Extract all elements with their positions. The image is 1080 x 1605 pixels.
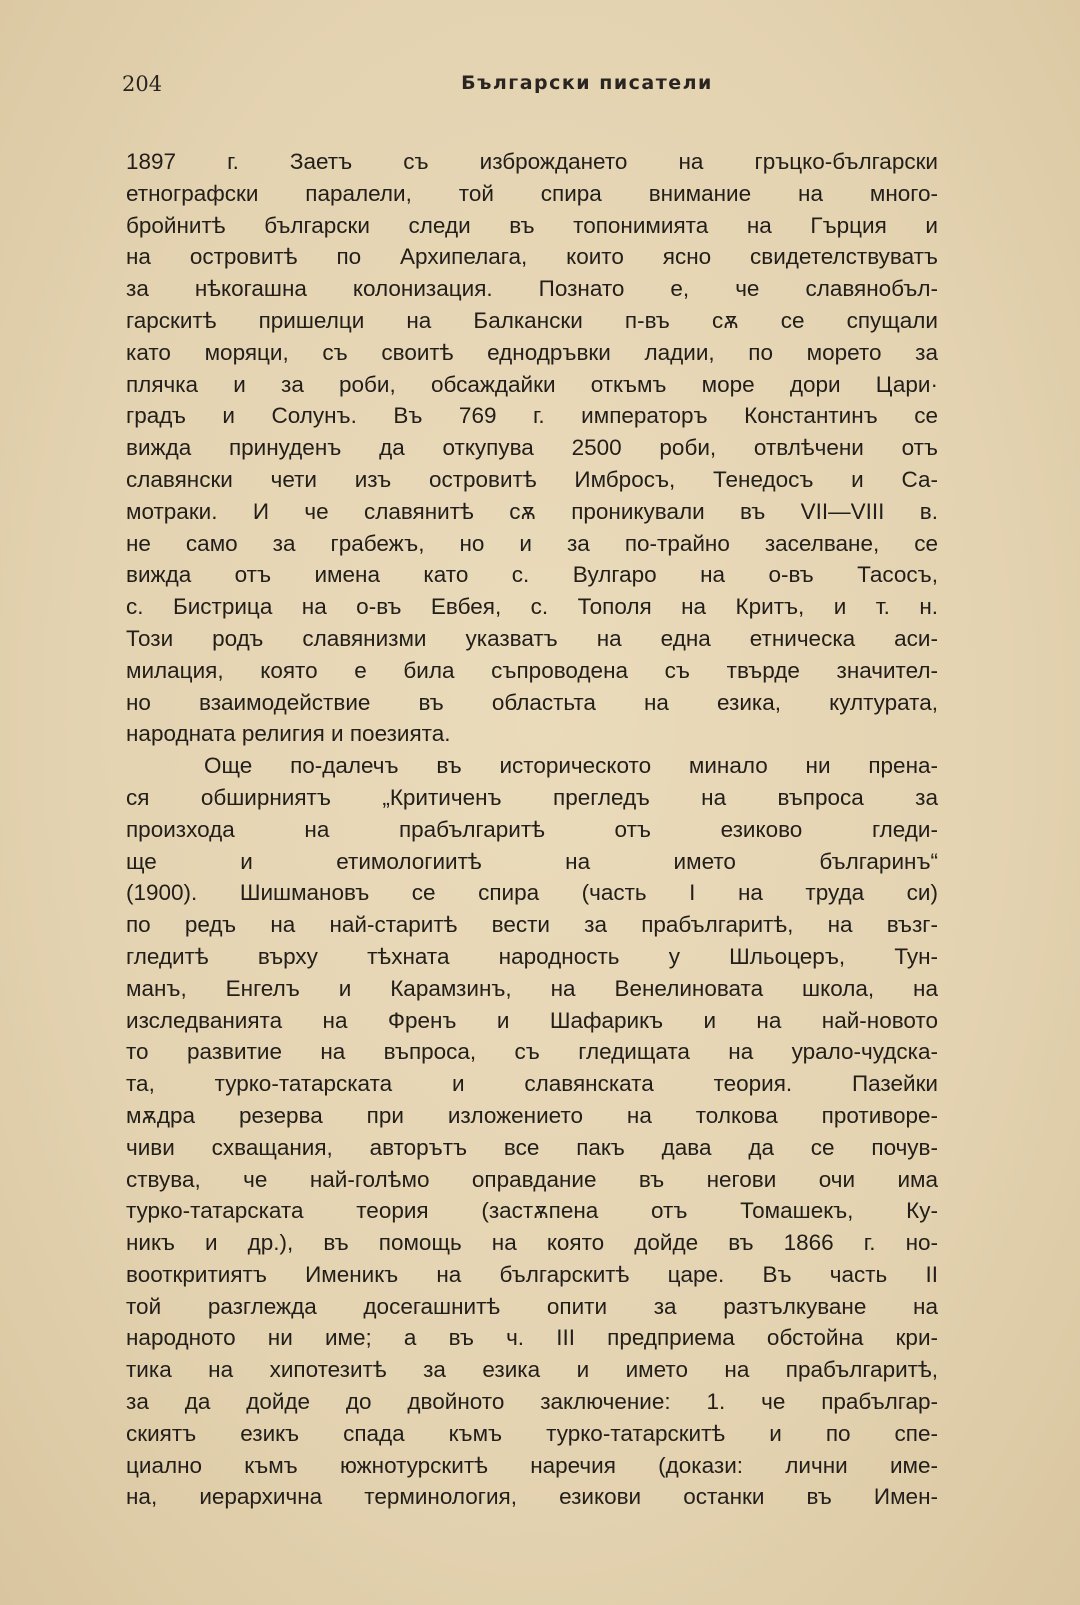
text-line: бройнитѣ български следи въ топонимията на Гърция и bbox=[126, 212, 938, 238]
text-line: милация, която е била съпроводена съ твърде значител- bbox=[126, 657, 938, 683]
text-line: чиви схващания, авторътъ все пакъ дава да се почув- bbox=[126, 1134, 938, 1160]
text-line: Още по-далечъ въ историческото минало ни прена- bbox=[204, 753, 938, 779]
text-line: ся обширниятъ „Критиченъ прегледъ на въпроса за bbox=[126, 784, 938, 810]
text-line: произхода на прабългаритѣ отъ езиково гледи- bbox=[126, 816, 938, 842]
page-number: 204 bbox=[122, 72, 163, 96]
text-line: мотраки. И че славянитѣ сѫ проникували въ VII—VIII в. bbox=[126, 498, 938, 524]
text-line: но взаимодействие въ областьта на езика, културата, bbox=[126, 689, 938, 715]
text-line: народното ни име; а въ ч. III предприема обстойна кри- bbox=[126, 1325, 938, 1351]
text-line: славянски чети изъ островитѣ Имбросъ, Тенедосъ и Са- bbox=[126, 466, 938, 492]
text-line: на, иерархична терминология, езикови останки въ Имен- bbox=[126, 1484, 938, 1510]
text-line: скиятъ езикъ спада къмъ турко-татарскитѣ и по спе- bbox=[126, 1420, 938, 1446]
text-line: ствува, че най-голѣмо оправдание въ негови очи има bbox=[126, 1166, 938, 1192]
running-title: Български писатели bbox=[461, 72, 713, 94]
text-line: та, турко-татарската и славянската теория. Пазейки bbox=[126, 1071, 938, 1097]
text-line: вижда принуденъ да откупува 2500 роби, отвлѣчени отъ bbox=[126, 435, 938, 461]
text-line: тика на хипотезитѣ за езика и името на прабългаритѣ, bbox=[126, 1357, 938, 1383]
text-line: етнографски паралели, той спира внимание на много- bbox=[126, 180, 938, 206]
text-line: плячка и за роби, обсаждайки откъмъ море дори Цари· bbox=[126, 371, 938, 397]
text-line: по редъ на най-старитѣ вести за прабългаритѣ, на възг- bbox=[126, 912, 938, 938]
text-line: вижда отъ имена като с. Вулгаро на о-въ Тасосъ, bbox=[126, 562, 938, 588]
text-line: Този родъ славянизми указватъ на една етническа аси- bbox=[126, 625, 938, 651]
text-line: народната религия и поезията. bbox=[126, 721, 451, 747]
text-line: никъ и др.), въ помощь на която дойде въ 1866 г. но- bbox=[126, 1230, 938, 1256]
text-line: градъ и Солунъ. Въ 769 г. императоръ Константинъ се bbox=[126, 403, 938, 429]
text-line: не само за грабежъ, но и за по-трайно заселване, се bbox=[126, 530, 938, 556]
body-text bbox=[126, 146, 938, 1513]
text-line: с. Бистрица на о-въ Евбея, с. Тополя на Критъ, и т. н. bbox=[126, 594, 938, 620]
text-line: като моряци, съ своитѣ еднодръвки ладии, по морето за bbox=[126, 339, 938, 365]
text-line: той разглежда досегашнитѣ опити за разтълкуване на bbox=[126, 1293, 938, 1319]
text-line: 1897 г. Заетъ съ изброждането на гръцко-български bbox=[126, 149, 938, 174]
text-line: то развитие на въпроса, съ гледищата на урало-чудска- bbox=[126, 1039, 938, 1065]
text-line: гарскитѣ пришелци на Балкански п-въ сѫ се спущали bbox=[126, 307, 938, 333]
text-line: турко-татарската теория (застѫпена отъ Томашекъ, Ку- bbox=[126, 1198, 938, 1224]
text-line: гледитѣ върху тѣхната народность у Шльоцеръ, Тун- bbox=[126, 943, 938, 969]
text-line: циално къмъ южнотурскитѣ наречия (докази: лични име- bbox=[126, 1452, 938, 1478]
text-line: ще и етимологиитѣ на името българинъ“ bbox=[126, 848, 938, 874]
text-line: (1900). Шишмановъ се спира (часть I на труда си) bbox=[126, 880, 938, 906]
text-line: мѫдра резерва при изложението на толкова противоре- bbox=[126, 1102, 938, 1128]
text-line: изследванията на Френъ и Шафарикъ и на най-новото bbox=[126, 1007, 938, 1033]
text-line: за нѣкогашна колонизация. Познато е, че славянобъл- bbox=[126, 276, 938, 302]
text-line: за да дойде до двойното заключение: 1. че прабългар- bbox=[126, 1389, 938, 1415]
text-line: вооткритиятъ Именикъ на българскитѣ царе. Въ часть II bbox=[126, 1261, 938, 1287]
page-header bbox=[122, 72, 942, 102]
text-line: манъ, Енгелъ и Карамзинъ, на Венелиновата школа, на bbox=[126, 975, 938, 1001]
text-line: на островитѣ по Архипелага, които ясно свидетелствуватъ bbox=[126, 244, 938, 270]
